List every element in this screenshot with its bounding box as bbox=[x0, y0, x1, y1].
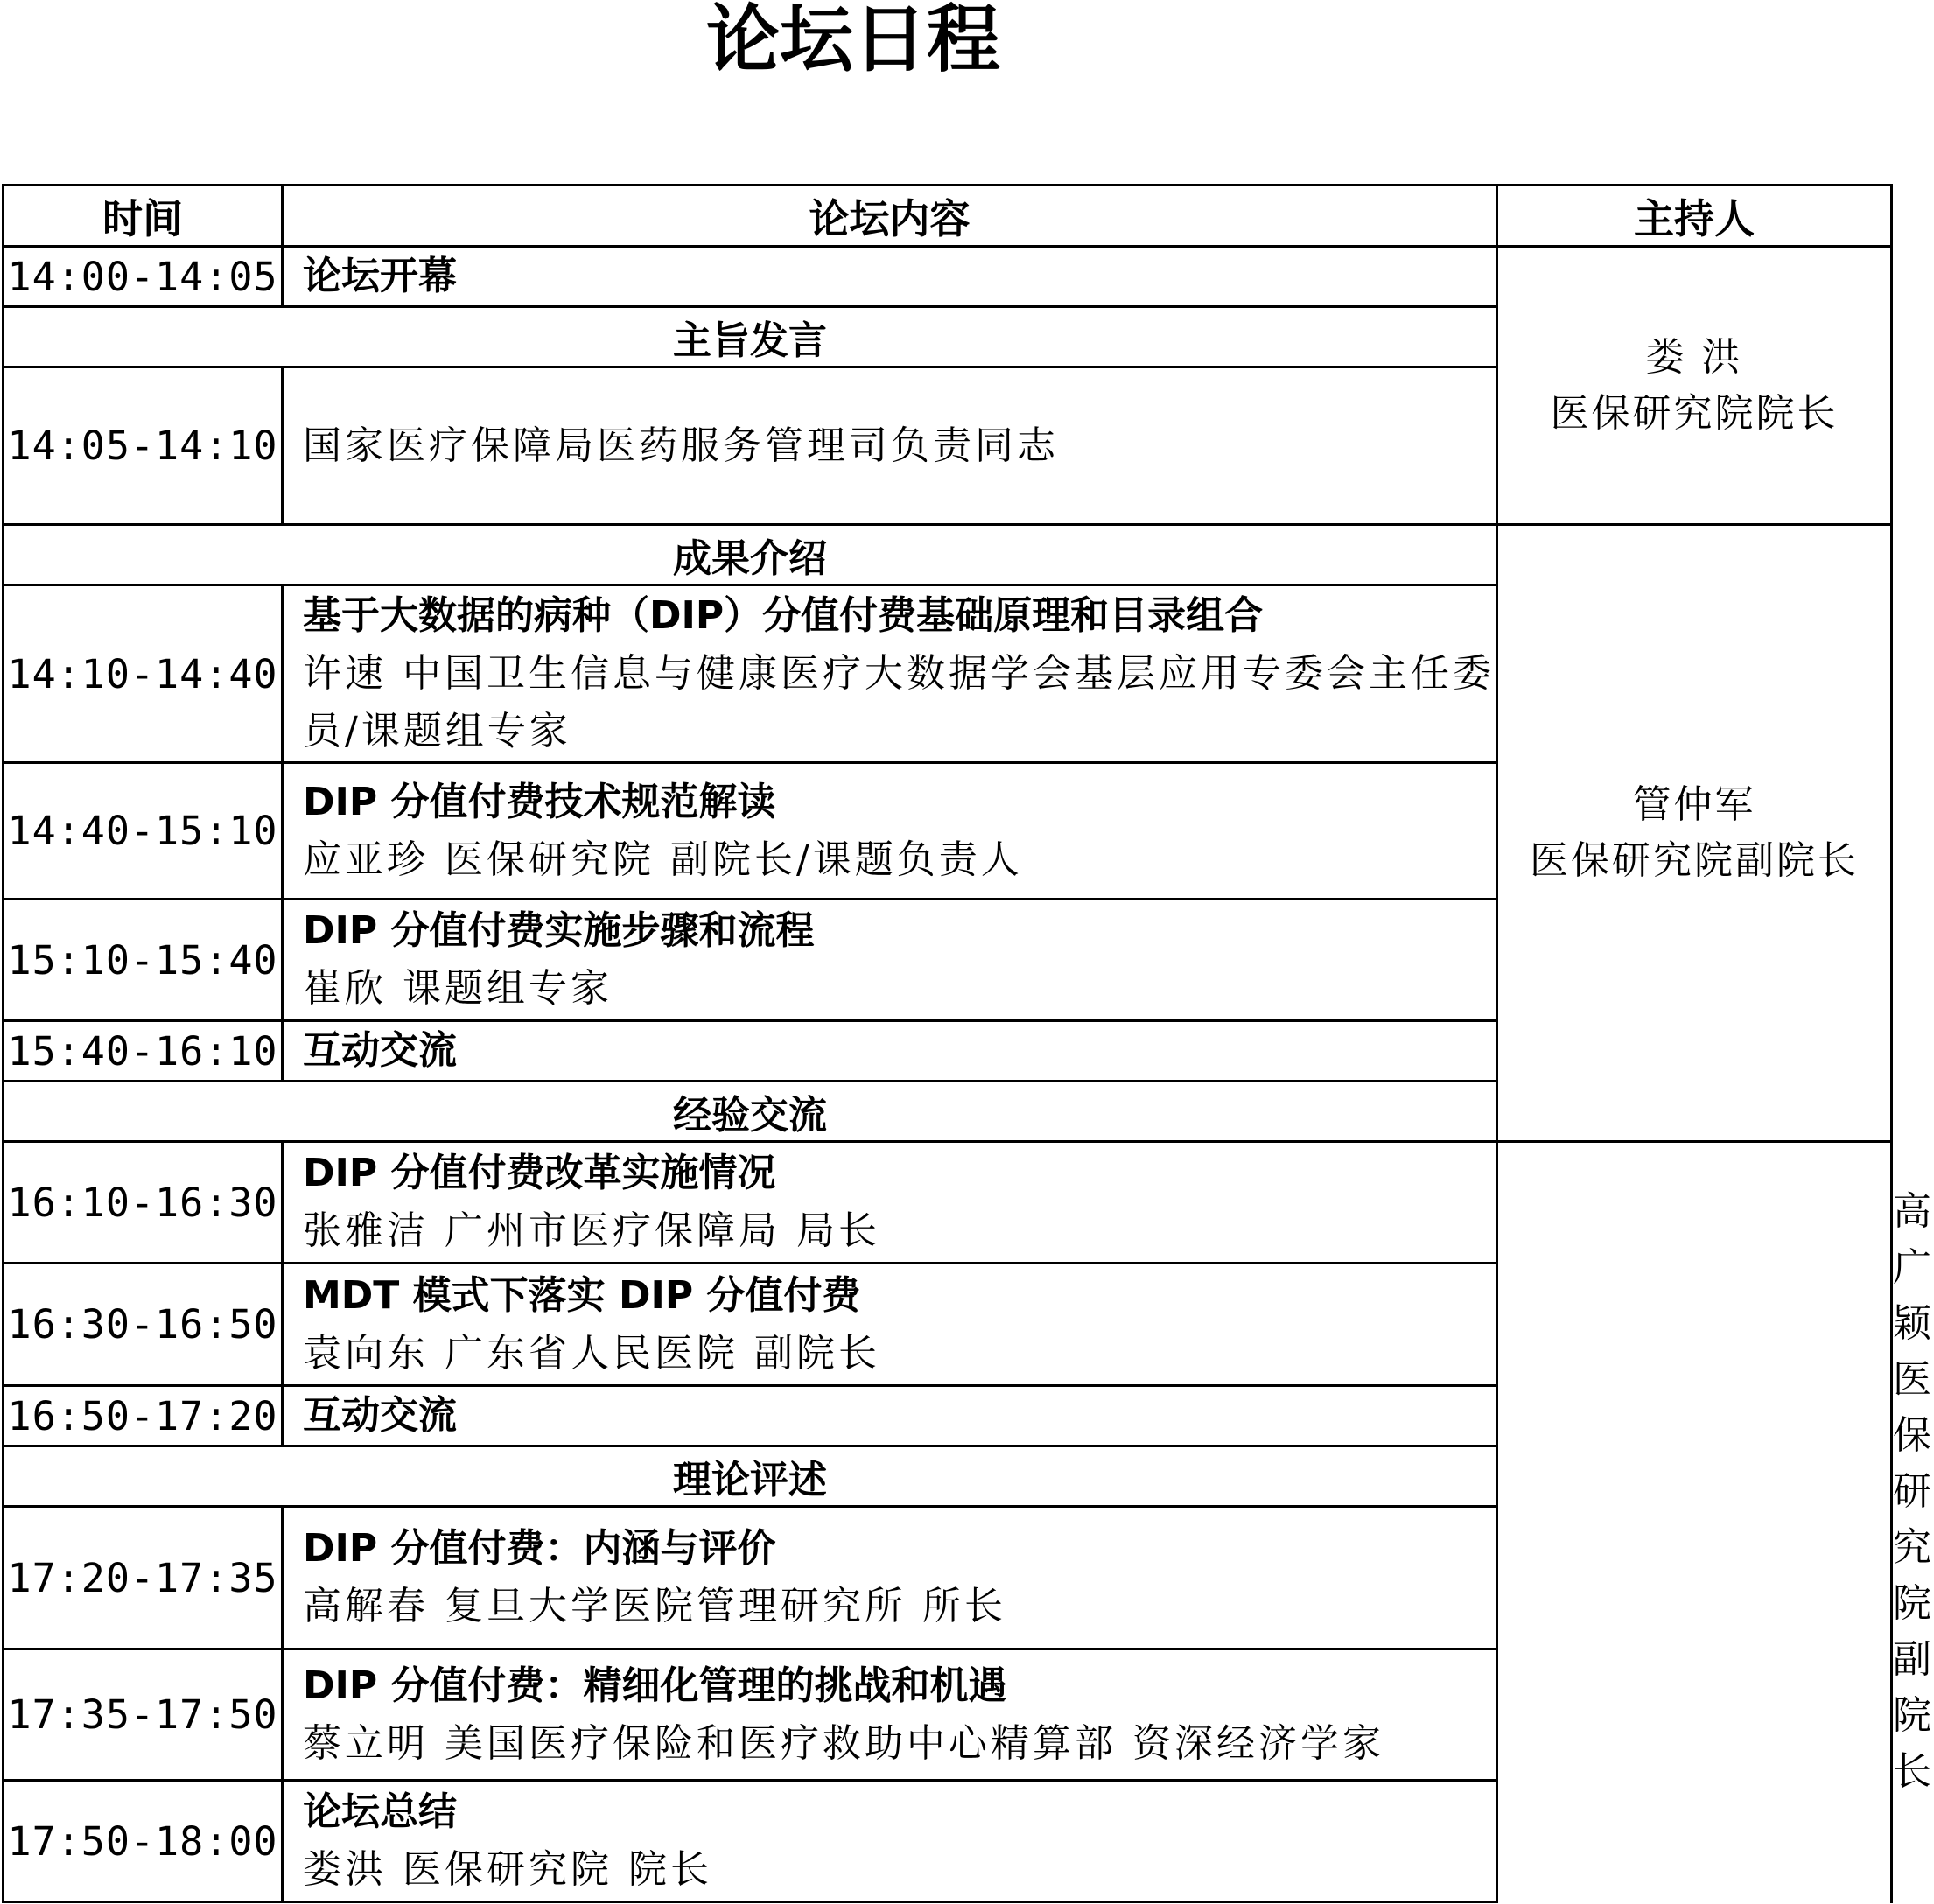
time-cell: 17:35-17:50 bbox=[4, 1649, 283, 1781]
host-cell bbox=[1497, 525, 1892, 1142]
topic-title: 互动交流 bbox=[303, 1393, 457, 1438]
time-cell: 14:00-14:05 bbox=[4, 247, 283, 307]
topic-title: 基于大数据的病种（DIP）分值付费基础原理和目录组合 bbox=[303, 593, 1264, 638]
topic-title: 论坛总结 bbox=[303, 1789, 457, 1834]
section-row bbox=[4, 525, 1892, 585]
speaker-text: 袁向东 广东省人民医院 副院长 bbox=[303, 1330, 880, 1376]
topic-title: MDT 模式下落实 DIP 分值付费 bbox=[303, 1272, 861, 1318]
speaker-text: 娄洪 医保研究院 院长 bbox=[303, 1847, 712, 1892]
speaker-text: 高解春 复旦大学医院管理研究所 所长 bbox=[303, 1584, 1006, 1628]
time-cell: 14:05-14:10 bbox=[4, 368, 283, 525]
time-cell: 17:20-17:35 bbox=[4, 1507, 283, 1649]
content-cell bbox=[283, 1021, 1497, 1082]
content-cell bbox=[283, 1264, 1497, 1386]
speaker-text: 应亚珍 医保研究院 副院长/课题负责人 bbox=[303, 836, 1023, 882]
section-title: 理论评述 bbox=[4, 1446, 1497, 1507]
time-cell: 14:40-15:10 bbox=[4, 763, 283, 900]
speaker-text: 张雅洁 广州市医疗保障局 局长 bbox=[303, 1208, 880, 1253]
topic-title: DIP 分值付费改革实施情况 bbox=[303, 1151, 776, 1195]
host-name: 管仲军 bbox=[1632, 782, 1756, 827]
topic-title: 论坛开幕 bbox=[303, 254, 457, 298]
time-cell: 16:50-17:20 bbox=[4, 1386, 283, 1446]
table-row bbox=[4, 1264, 1892, 1386]
table-row bbox=[4, 1386, 1892, 1446]
content-cell bbox=[283, 1649, 1497, 1781]
content-cell bbox=[283, 1507, 1497, 1649]
table-row bbox=[4, 1507, 1892, 1649]
host-title: 医保研究院院长 bbox=[1550, 390, 1839, 436]
table-row bbox=[4, 247, 1892, 307]
time-cell: 15:10-15:40 bbox=[4, 900, 283, 1021]
schedule-table bbox=[2, 184, 1934, 1903]
header-content: 论坛内容 bbox=[283, 186, 1497, 247]
time-cell: 16:10-16:30 bbox=[4, 1142, 283, 1264]
time-cell: 15:40-16:10 bbox=[4, 1021, 283, 1082]
topic-title: DIP 分值付费：精细化管理的挑战和机遇 bbox=[303, 1662, 1007, 1708]
content-cell bbox=[283, 1386, 1497, 1446]
host-name: 娄 洪 bbox=[1645, 334, 1743, 380]
header-time: 时间 bbox=[4, 186, 283, 247]
page-title: 论坛日程 bbox=[705, 0, 1000, 82]
table-row bbox=[4, 1781, 1892, 1902]
content-cell bbox=[283, 247, 1497, 307]
section-row bbox=[4, 1446, 1892, 1507]
topic-title: DIP 分值付费：内涵与评价 bbox=[303, 1526, 776, 1571]
table-row bbox=[4, 1649, 1892, 1781]
section-title: 成果介绍 bbox=[4, 525, 1497, 585]
header-row bbox=[4, 186, 1892, 247]
section-title: 经验交流 bbox=[4, 1082, 1497, 1142]
topic-title: DIP 分值付费技术规范解读 bbox=[303, 779, 776, 824]
time-cell: 16:30-16:50 bbox=[4, 1264, 283, 1386]
content-cell bbox=[283, 368, 1497, 525]
section-title: 主旨发言 bbox=[4, 307, 1497, 368]
speaker-text: 许速 中国卫生信息与健康医疗大数据学会基层应用专委会主任委员/课题组专家 bbox=[303, 651, 1495, 753]
content-cell bbox=[283, 585, 1497, 763]
speaker-text: 国家医疗保障局医药服务管理司负责同志 bbox=[303, 423, 1059, 468]
time-cell: 14:10-14:40 bbox=[4, 585, 283, 763]
host-title: 医保研究院副院长 bbox=[1530, 838, 1859, 883]
topic-title: 互动交流 bbox=[303, 1028, 457, 1073]
time-cell: 17:50-18:00 bbox=[4, 1781, 283, 1902]
table-row bbox=[4, 1142, 1892, 1264]
host-cell bbox=[1497, 247, 1892, 525]
header-host: 主持人 bbox=[1497, 186, 1892, 247]
speaker-text: 崔欣 课题组专家 bbox=[303, 966, 613, 1011]
content-cell bbox=[283, 1781, 1497, 1902]
content-cell bbox=[283, 763, 1497, 900]
content-cell bbox=[283, 900, 1497, 1021]
speaker-text: 蔡立明 美国医疗保险和医疗救助中心精算部 资深经济学家 bbox=[303, 1720, 1384, 1766]
topic-title: DIP 分值付费实施步骤和流程 bbox=[303, 908, 815, 953]
section-row: 经验交流 高广颖 医保研究院副院长 bbox=[4, 1082, 1892, 1142]
content-cell bbox=[283, 1142, 1497, 1264]
